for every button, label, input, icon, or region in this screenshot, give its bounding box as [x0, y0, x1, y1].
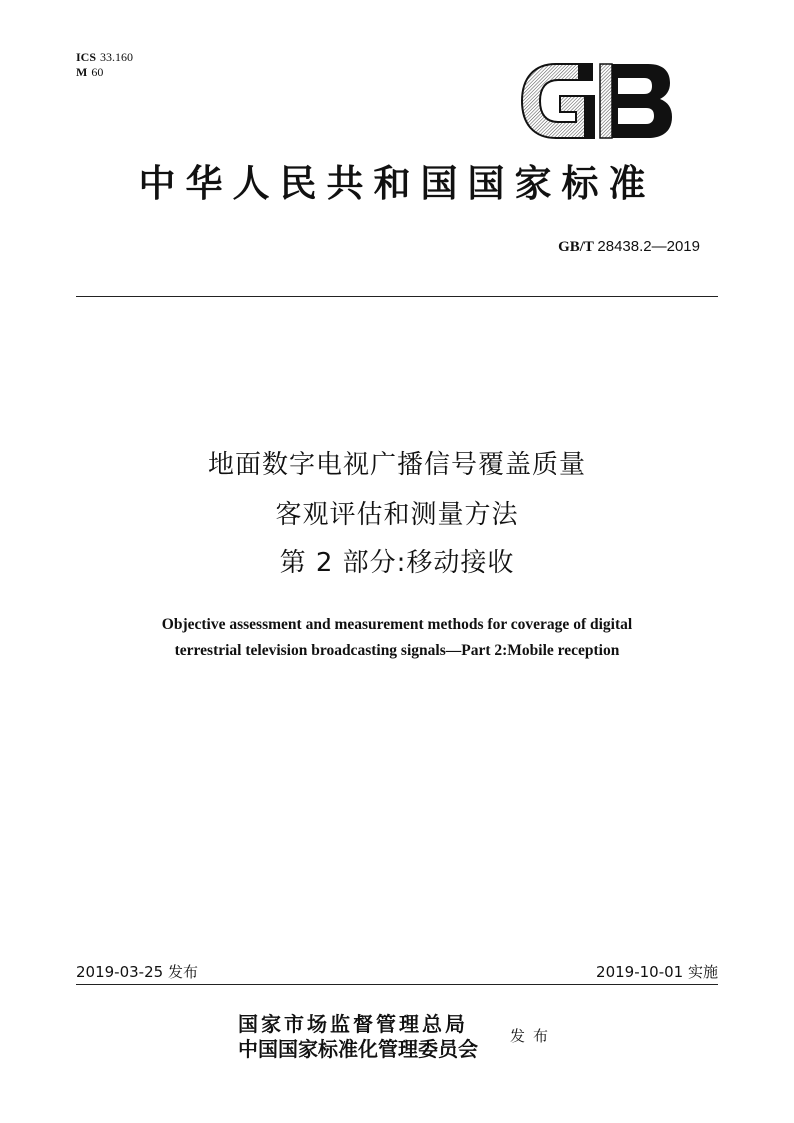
issuer-sac: 中国国家标准化管理委员会 [238, 1037, 478, 1061]
ics-line [76, 50, 133, 65]
national-standard-title: 中华人民共和国国家标准 [138, 161, 656, 205]
title-cn-line-1: 地面数字电视广播信号覆盖质量 [207, 450, 586, 480]
class-value: 60 [91, 65, 104, 79]
standard-code: 28438.2—2019 [597, 238, 700, 255]
bottom-divider [76, 984, 718, 985]
issuer-samr: 国家市场监督管理总局 [238, 1012, 468, 1036]
top-divider [76, 296, 718, 297]
gb-logo-icon [518, 58, 676, 144]
class-line [76, 65, 133, 80]
standard-number [558, 238, 700, 256]
issue-date: 2019-03-25 发布 [76, 963, 198, 981]
publish-label: 发布 [510, 1027, 557, 1045]
ics-label: ICS [76, 50, 97, 64]
ics-value: 33.160 [100, 50, 134, 64]
title-cn-line-2: 客观评估和测量方法 [275, 500, 519, 530]
ics-classification [76, 50, 133, 80]
implementation-date: 2019-10-01 实施 [596, 963, 718, 981]
standard-prefix: GB/T [558, 239, 594, 255]
title-cn-line-3: 第 2 部分:移动接收 [279, 548, 515, 578]
title-en-line-2: terrestrial television broadcasting signals—Part 2:Mobile reception [174, 642, 620, 659]
title-en-line-1: Objective assessment and measurement methods for coverage of digital [161, 616, 633, 633]
class-label: M [76, 65, 88, 79]
